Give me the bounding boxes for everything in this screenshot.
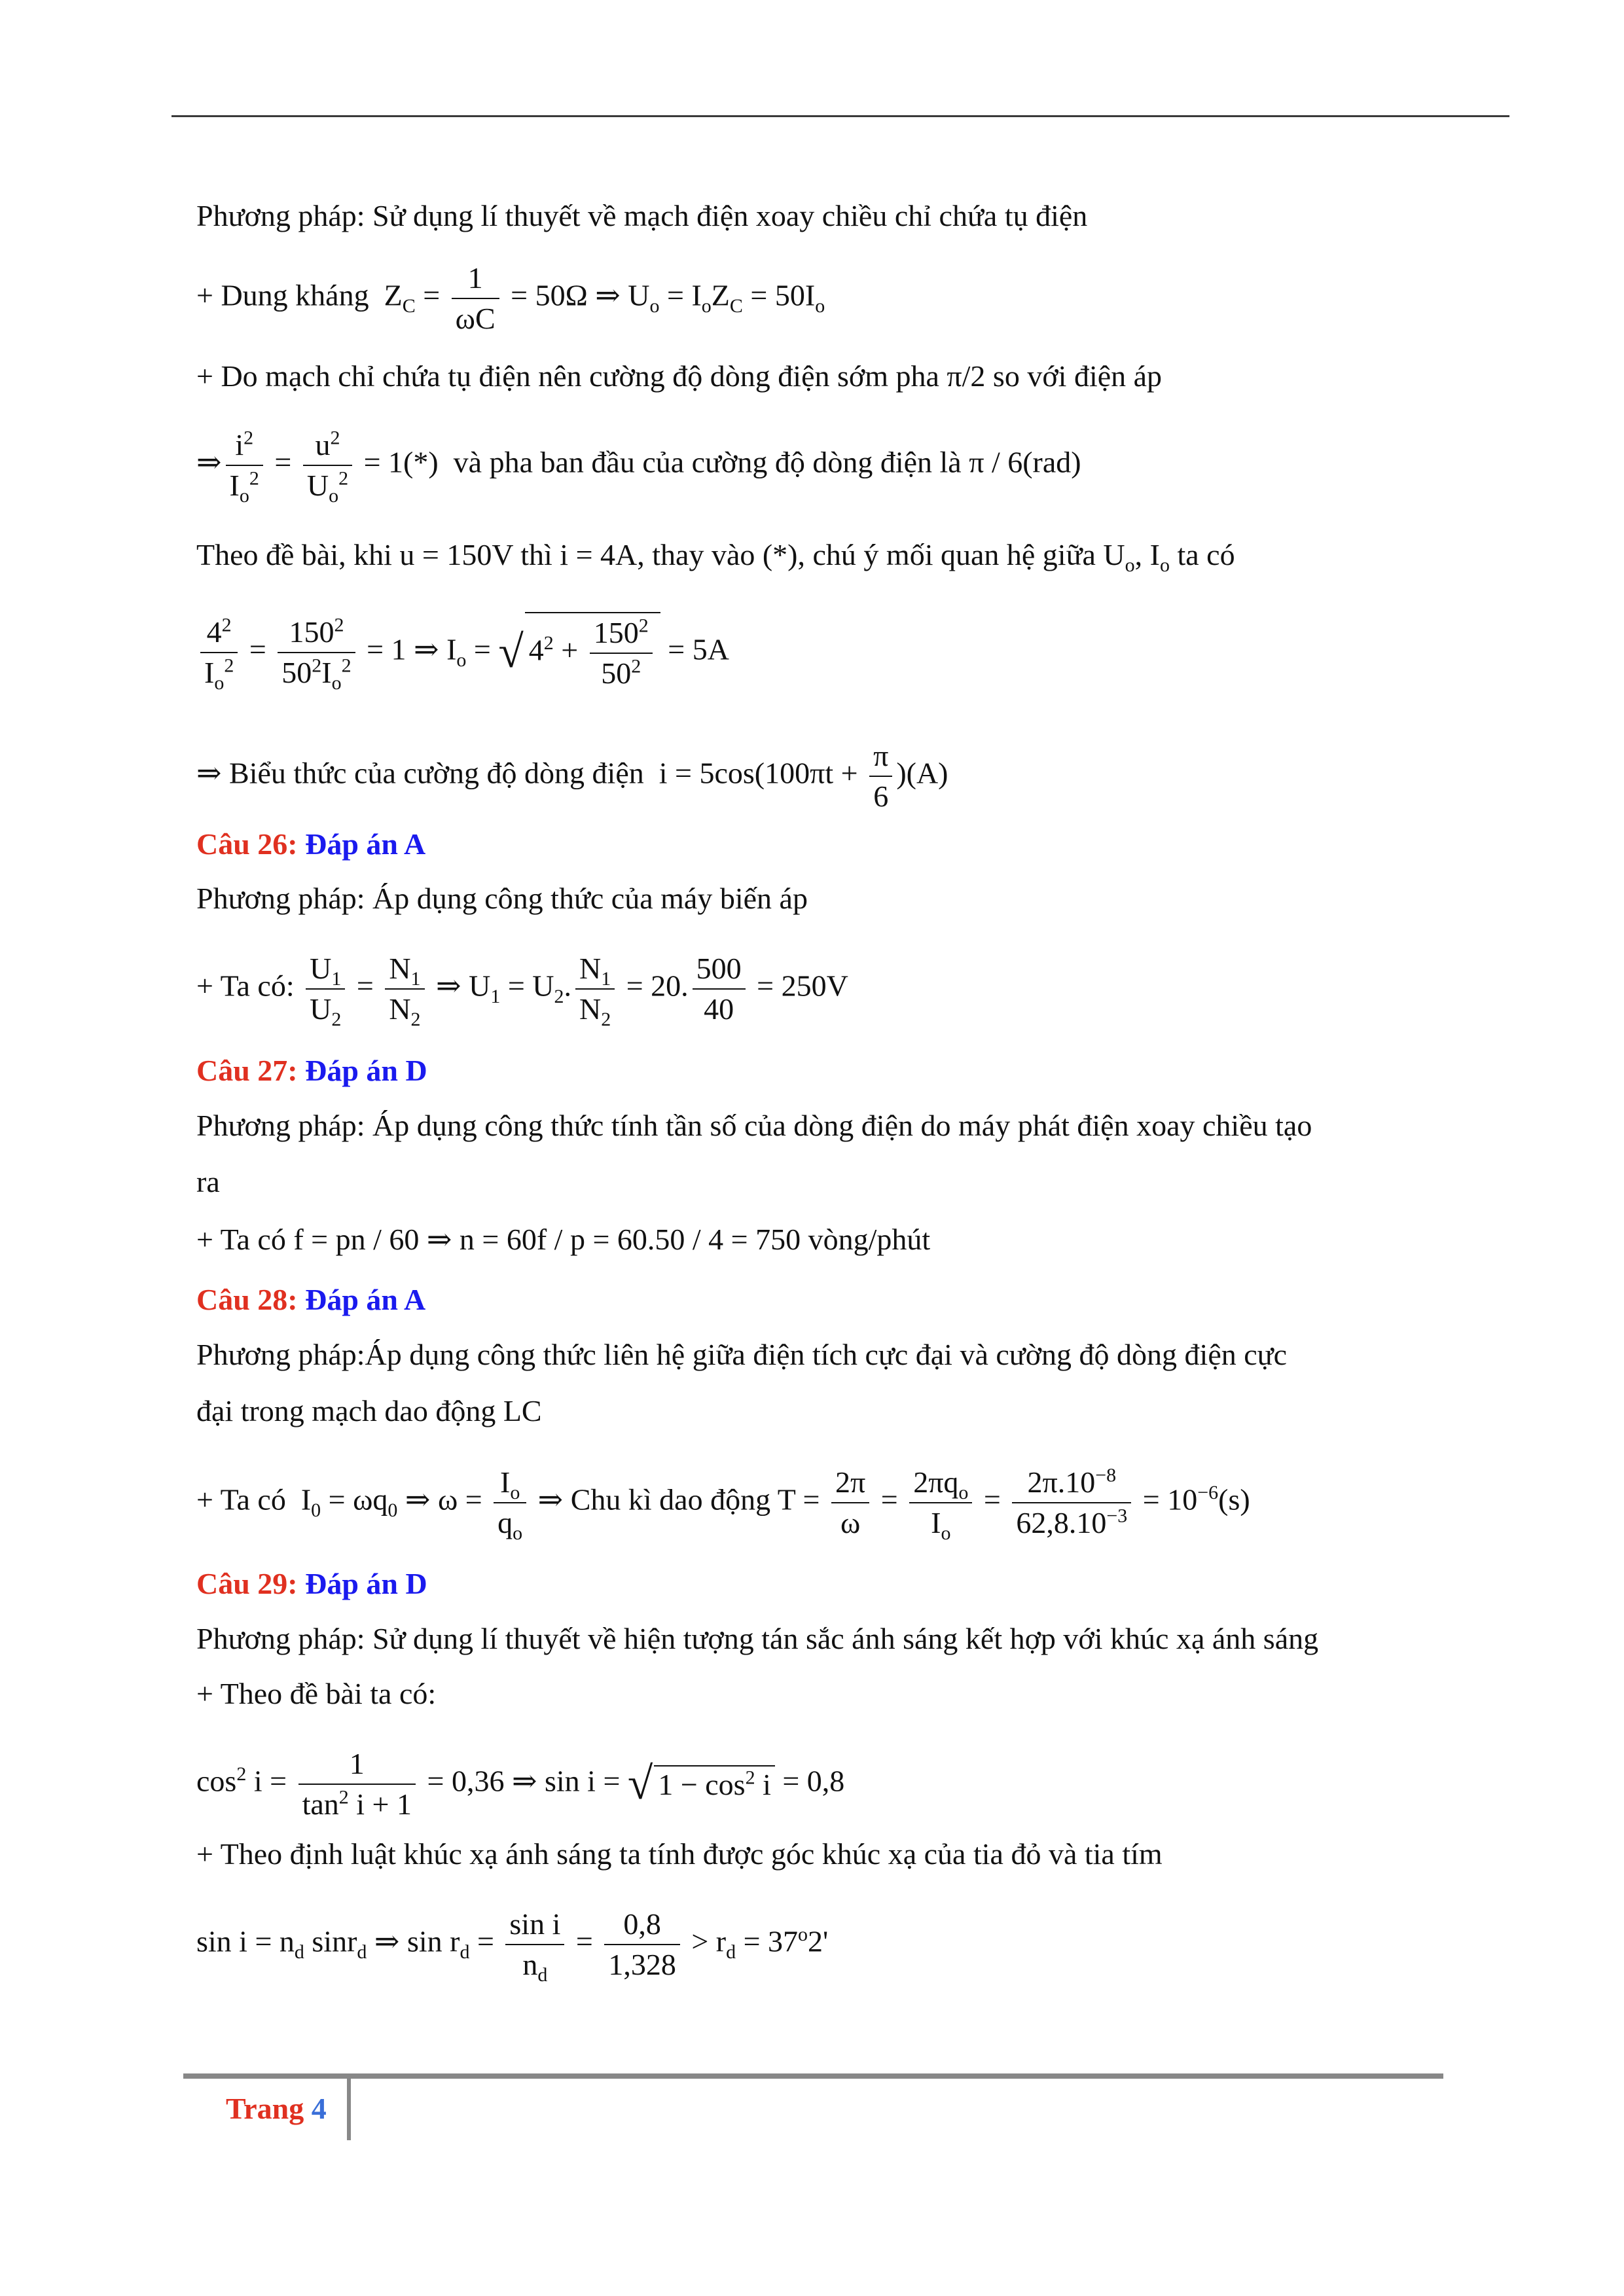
- q29-method: Phương pháp: Sử dụng lí thuyết về hiện tượng tán sắc ánh sáng kết hợp với khúc xạ ánh sáng: [196, 1622, 1319, 1655]
- q25-step3: ⇒ $\frac{i^2}{I_o^2}$ = $\frac{u^2}{U_o^2}$ = 1(*) và pha ban đầu của cường độ dòng điện là π / 6(rad): [196, 425, 1081, 505]
- footer-divider: [347, 2079, 351, 2140]
- q28-method-line1: Phương pháp:Áp dụng công thức liên hệ giữa điện tích cực đại và cường độ dòng điện cực: [196, 1338, 1288, 1371]
- q27-method-line1: Phương pháp: Áp dụng công thức tính tần số của dòng điện do máy phát điện xoay chiều tạo: [196, 1109, 1312, 1142]
- q29-step1: + Theo đề bài ta có:: [196, 1677, 437, 1710]
- footer-rule: [183, 2073, 1443, 2079]
- q29-heading: Câu 29: Đáp án D: [196, 1567, 427, 1600]
- q25-expression: ⇒ Biểu thức của cường độ dòng điện i = 5cos(100πt + $\frac{\pi}{6}$ )(A): [196, 736, 948, 816]
- q25-step1: + Dung kháng $Z_C$ = $\frac{1}{\omega C}$ = 50Ω ⇒ $U_o = I_oZ_C = 50I_o$: [196, 259, 825, 338]
- q25-method: Phương pháp: Sử dụng lí thuyết về mạch điện xoay chiều chỉ chứa tụ điện: [196, 199, 1088, 232]
- q28-method-line2: đại trong mạch dao động LC: [196, 1394, 542, 1427]
- q28-heading: Câu 28: Đáp án A: [196, 1283, 426, 1316]
- q25-step2: + Do mạch chỉ chứa tụ điện nên cường độ dòng điện sớm pha π/2 so với điện áp: [196, 359, 1163, 393]
- q25-step4: Theo đề bài, khi u = 150V thì i = 4A, thay vào (*), chú ý mối quan hệ giữa $U_o$, $I_o$ ta có: [196, 538, 1235, 577]
- q26-formula: + Ta có: $\frac{U_1}{U_2}$ = $\frac{N_1}{N_2}$ ⇒ $U_1 = U_2$. $\frac{N_1}{N_2}$ = 20. $\frac{500}{40}$ = 250V: [196, 949, 848, 1029]
- q27-method-line2: ra: [196, 1165, 220, 1198]
- q28-formula: + Ta có $I_0 = \omega q_0$ ⇒ ω = $\frac{I_o}{q_o}$ ⇒ Chu kì dao động T = $\frac{2\pi}{\omega}$ = $\frac{2\pi q_o}{I_o}$ = $\frac{2\pi.10^{-8}}{62,8.10^{-3}}$ = $10^{-6}(s)$: [196, 1463, 1250, 1543]
- q29-formula1: $\cos^2 i$ = $\frac{1}{\tan^2 i + 1}$ = 0,36 ⇒ sin i = √ $1 - \cos^2 i = 0,8$: [196, 1744, 844, 1824]
- q26-method: Phương pháp: Áp dụng công thức của máy biến áp: [196, 882, 808, 915]
- q27-heading: Câu 27: Đáp án D: [196, 1054, 427, 1087]
- q25-calc: $\frac{4^2}{I_o^2}$ = $\frac{150^2}{50^2I_o^2}$ = 1 ⇒ $I_o$ = √ $4^2$ + $\frac{150^2}{50^2}$ = 5A: [196, 612, 729, 693]
- q26-heading: Câu 26: Đáp án A: [196, 827, 426, 861]
- q29-step2: + Theo định luật khúc xạ ánh sáng ta tính được góc khúc xạ của tia đỏ và tia tím: [196, 1837, 1163, 1871]
- page-number: Trang 4: [226, 2092, 327, 2125]
- q29-formula2: $\sin i = n_d$ sinr$_d$ ⇒ $\sin r_d$ = $\frac{\text{sin i}}{n_d}$ = $\frac{0,8}{1,328}$ > $r_d = 37^o2'$: [196, 1905, 828, 1984]
- header-rule: [171, 115, 1509, 117]
- q27-formula: + Ta có f = pn / 60 ⇒ n = 60f / p = 60.50 / 4 = 750 vòng/phút: [196, 1223, 931, 1256]
